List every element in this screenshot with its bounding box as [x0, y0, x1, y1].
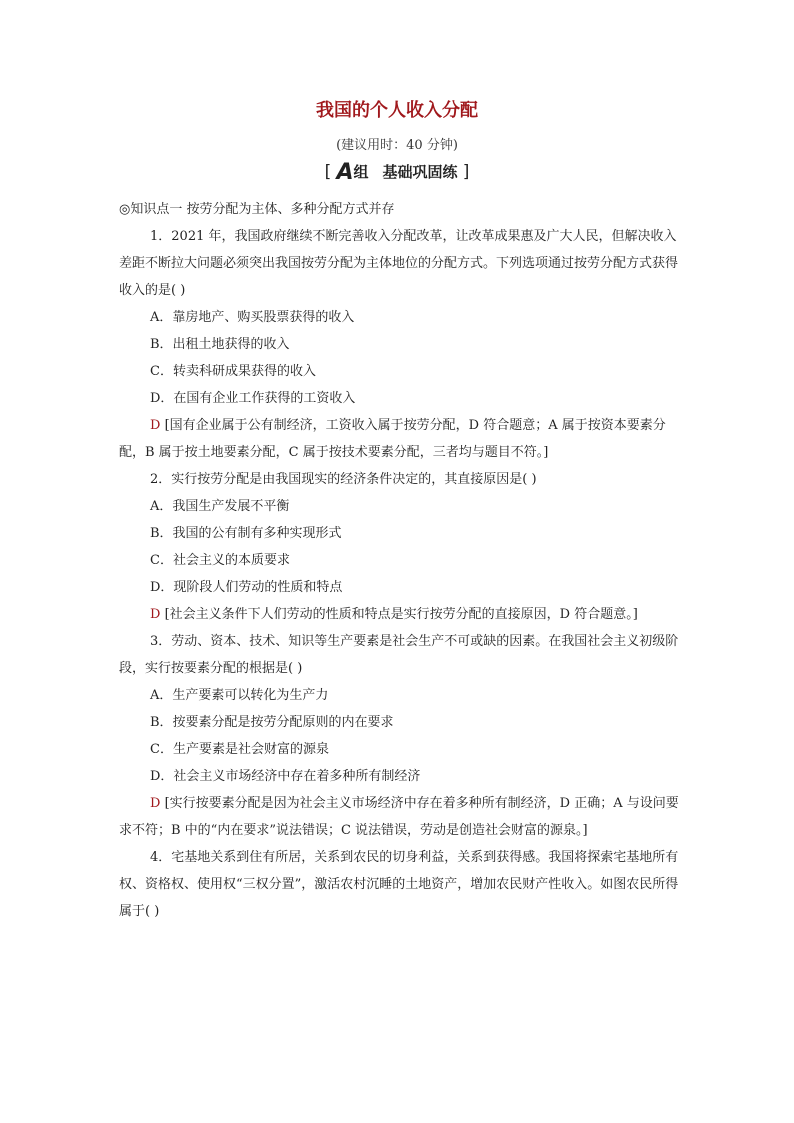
group-heading — [0, 160, 794, 185]
question-2-answer-letter: D — [150, 607, 161, 622]
recommended-time: (建议用时：40 分钟) — [336, 138, 458, 153]
group-open-bracket: [ — [324, 162, 332, 182]
question-3-stem: 3．劳动、资本、技术、知识等生产要素是社会生产不可或缺的因素。在我国社会主义初级阶段，实行按要素分配的根据是( ) — [119, 634, 679, 676]
question-3-option-a: A．生产要素可以转化为生产力 — [150, 688, 329, 703]
question-2-option-a: A．我国生产发展不平衡 — [150, 499, 290, 514]
group-close-bracket: ] — [462, 162, 470, 182]
question-4-stem: 4．宅基地关系到住有所居，关系到农民的切身利益，关系到获得感。我国将探索宅基地所有权、资格权、使用权“三权分置”，激活农村沉睡的土地资产，增加农民财产性收入。如图农民所得属于( ) — [119, 850, 679, 919]
question-1-answer-letter: D — [150, 418, 161, 433]
question-content — [119, 196, 679, 925]
question-3-option-d: D．社会主义市场经济中存在着多种所有制经济 — [150, 769, 421, 784]
question-3-option-c: C．生产要素是社会财富的源泉 — [150, 742, 329, 757]
question-1-answer — [119, 412, 679, 466]
question-2-answer — [119, 601, 679, 628]
question-2-explanation: [社会主义条件下人们劳动的性质和特点是实行按劳分配的直接原因，D 符合题意。] — [160, 607, 638, 622]
question-1-option-c: C．转卖科研成果获得的收入 — [150, 364, 316, 379]
question-3-answer — [119, 790, 679, 844]
question-2-option-b: B．我国的公有制有多种实现形式 — [150, 526, 342, 541]
question-3-option-b: B．按要素分配是按劳分配原则的内在要求 — [150, 715, 394, 730]
question-2-option-d: D．现阶段人们劳动的性质和特点 — [150, 580, 343, 595]
question-1-option-b: B．出租土地获得的收入 — [150, 337, 290, 352]
question-1-option-d: D．在国有企业工作获得的工资收入 — [150, 391, 356, 406]
question-1-option-a: A．靠房地产、购买股票获得的收入 — [150, 310, 355, 325]
question-2-option-c: C．社会主义的本质要求 — [150, 553, 290, 568]
knowledge-point-heading: ◎知识点一 按劳分配为主体、多种分配方式并存 — [119, 202, 395, 217]
question-1-explanation: [国有企业属于公有制经济，工资收入属于按劳分配，D 符合题意；A 属于按资本要素分配，B 属于按土地要素分配，C 属于按技术要素分配，三者均与题目不符。] — [119, 418, 666, 460]
group-label: 组 — [353, 163, 369, 181]
question-2-stem: 2．实行按劳分配是由我国现实的经济条件决定的，其直接原因是( ) — [150, 472, 537, 487]
question-3-answer-letter: D — [150, 796, 161, 811]
group-name: 基础巩固练 — [382, 163, 458, 181]
question-3-explanation: [实行按要素分配是因为社会主义市场经济中存在着多种所有制经济，D 正确；A 与设问要求不符；B 中的“内在要求”说法错误；C 说法错误，劳动是创造社会财富的源泉。] — [119, 796, 679, 838]
group-letter: A — [336, 160, 354, 185]
page-title: 我国的个人收入分配 — [316, 100, 478, 121]
question-1-stem: 1．2021 年，我国政府继续不断完善收入分配改革，让改革成果惠及广大人民，但解决收入差距不断拉大问题必须突出我国按劳分配为主体地位的分配方式。下列选项通过按劳分配方式获得收入的是( ) — [119, 229, 679, 298]
